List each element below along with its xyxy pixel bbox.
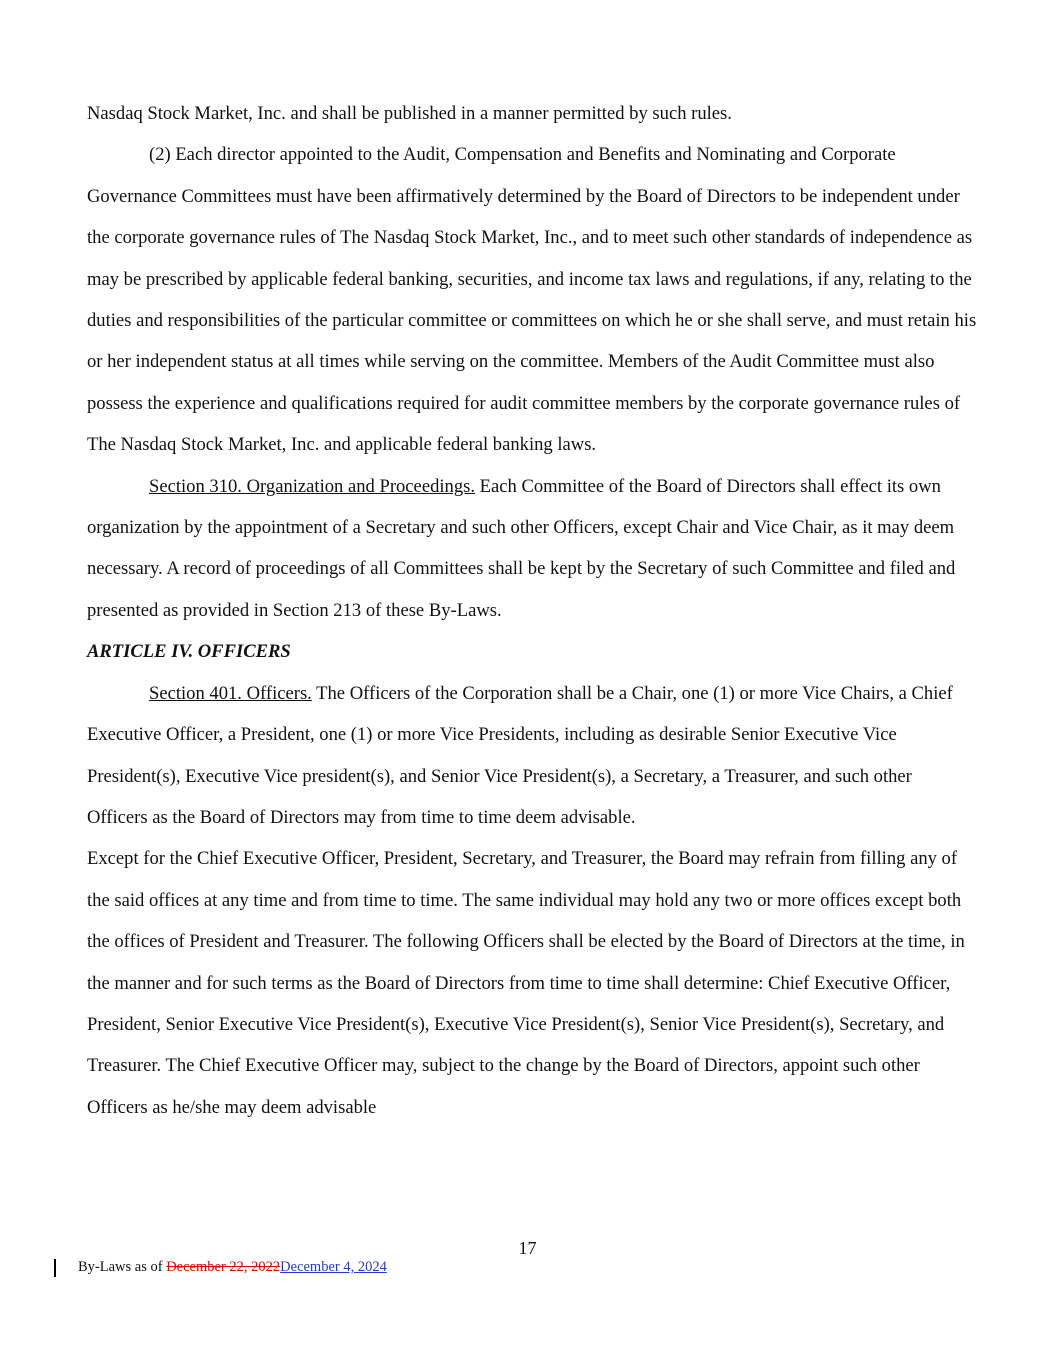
article-iv-heading: ARTICLE IV. OFFICERS (87, 641, 291, 663)
paragraph-officer-exceptions: Except for the Chief Executive Officer, President, Secretary, and Treasurer, the Board may refrain from filling any of the said offices at any time and from time to time. The same individual may hold any two or more offices except both the offices of President and Treasurer. The following Officers shall be elected by the Board of Directors at the time, in the manner and for such terms as the Board of Directors from time to time shall determine: Chief Executive Officer, President, Senior Executive Vice President(s), Executive Vice President(s), Senior Vice President(s), Secretary, and Treasurer. The Chief Executive Officer may, subject to the change by the Board of Directors, appoint such other Officers as he/she may deem advisable (87, 848, 965, 1118)
section-401-paragraph (87, 673, 977, 839)
page-number: 17 (518, 1238, 537, 1258)
revision-change-bar (54, 1259, 56, 1277)
footer-prefix: By-Laws as of (78, 1259, 167, 1275)
footer-inserted-date: December 4, 2024 (280, 1259, 387, 1275)
footer-deleted-date: December 22, 2022 (166, 1259, 281, 1275)
paragraph-committee-independence: (2) Each director appointed to the Audit, Compensation and Benefits and Nominating and Corporate Governance Committees must have been affirmatively determined by the Board of Directors to be independent under the corporate governance rules of The Nasdaq Stock Market, Inc., and to meet such other standards of independence as may be prescribed by applicable federal banking, securities, and income tax laws and regulations, if any, relating to the duties and responsibilities of the particular committee or committees on which he or she shall serve, and must retain his or her independent status at all times while serving on the committee. Members of the Audit Committee must also possess the experience and qualifications required for audit committee members by the corporate governance rules of The Nasdaq Stock Market, Inc. and applicable federal banking laws. (87, 144, 977, 456)
document-body (87, 93, 977, 1128)
paragraph-continuation: Nasdaq Stock Market, Inc. and shall be published in a manner permitted by such rules. (87, 103, 732, 124)
section-310-text: Each Committee of the Board of Directors shall effect its own organization by the appointment of a Secretary and such other Officers, except Chair and Vice Chair, as it may deem necessary. A record of proceedings of all Committees shall be kept by the Secretary of such Committee and filed and presented as provided in Section 213 of these By-Laws. (87, 475, 956, 621)
section-401-heading: Section 401. Officers. (149, 682, 312, 704)
section-310-paragraph (87, 466, 977, 632)
section-401-text: The Officers of the Corporation shall be a Chair, one (1) or more Vice Chairs, a Chief Executive Officer, a President, one (1) or more Vice Presidents, including as desirable Senior Executive Vice President(s), Executive Vice president(s), and Senior Vice President(s), a Secretary, a Treasurer, and such other Officers as the Board of Directors may from time to time deem advisable. (87, 682, 953, 828)
section-310-heading: Section 310. Organization and Proceedings. (149, 475, 476, 497)
footer (78, 1259, 387, 1276)
